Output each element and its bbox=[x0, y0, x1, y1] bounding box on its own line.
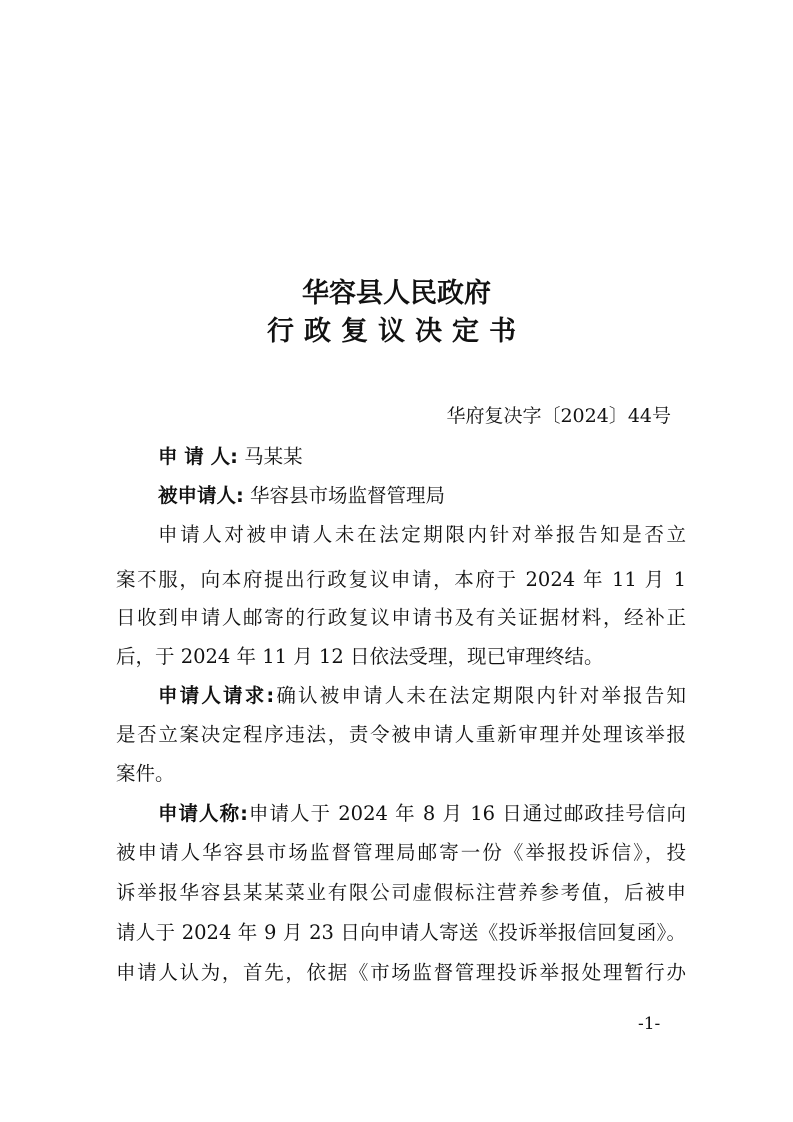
respondent-label: 被申请人: bbox=[158, 484, 244, 507]
claim-line: 申请人认为，首先，依据《市场监督管理投诉举报处理暂行办 bbox=[116, 961, 686, 984]
applicant-label: 申 请 人: bbox=[158, 445, 238, 468]
claim-line: 诉举报华容县某某菜业有限公司虚假标注营养参考值，后被申 bbox=[116, 881, 686, 904]
document-number: 华府复决字〔2024〕44号 bbox=[446, 405, 671, 427]
page-number: -1- bbox=[638, 1014, 661, 1034]
intro-line: 后，于 2024 年 11 月 12 日依法受理，现已审理终结。 bbox=[116, 645, 604, 668]
claim-label: 申请人称: bbox=[158, 802, 248, 825]
intro-line: 申请人对被申请人未在法定期限内针对举报告知是否立 bbox=[158, 523, 686, 546]
claim-line: 被申请人华容县市场监督管理局邮寄一份《举报投诉信》，投 bbox=[116, 841, 686, 864]
request-label: 申请人请求: bbox=[158, 684, 275, 707]
request-line: 是否立案决定程序违法，责令被申请人重新审理并处理该举报 bbox=[116, 723, 686, 746]
intro-line: 日收到申请人邮寄的行政复议申请书及有关证据材料，经补正 bbox=[116, 606, 686, 629]
document-type-title: 行政复议决定书 bbox=[267, 316, 526, 347]
applicant-name: 马某某 bbox=[244, 445, 303, 468]
request-text: 确认被申请人未在法定期限内针对举报告知 bbox=[274, 684, 686, 707]
claim-text: 申请人于 2024 年 8 月 16 日通过邮政挂号信向 bbox=[247, 802, 686, 825]
request-line: 案件。 bbox=[116, 762, 175, 785]
intro-line: 案不服，向本府提出行政复议申请，本府于 2024 年 11 月 1 bbox=[116, 568, 686, 591]
claim-line: 请人于 2024 年 9 月 23 日向申请人寄送《投诉举报信回复函》。 bbox=[116, 921, 686, 944]
respondent-name: 华容县市场监督管理局 bbox=[250, 484, 446, 507]
issuing-authority-title: 华容县人民政府 bbox=[302, 278, 491, 309]
